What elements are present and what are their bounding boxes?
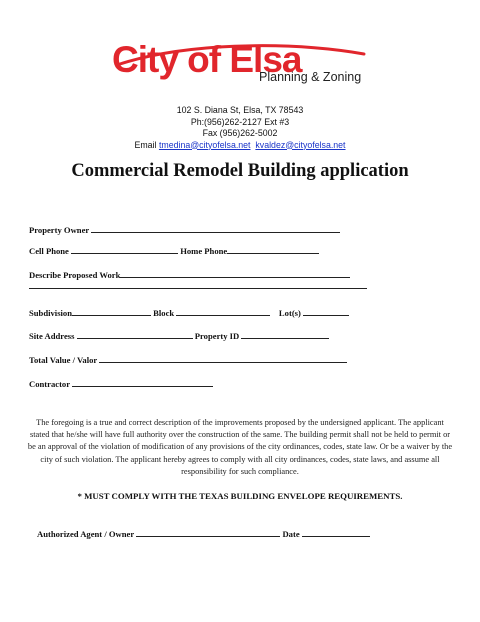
block-label: Block (153, 308, 175, 318)
lots-label: Lot(s) (278, 308, 301, 318)
site-address-row (29, 330, 329, 342)
site-address-label: Site Address (29, 331, 75, 341)
total-value-label: Total Value / Valor (29, 355, 98, 365)
home-phone-label: Home Phone (180, 246, 228, 256)
cell-phone-label: Cell Phone (29, 246, 69, 256)
contractor-label: Contractor (29, 379, 71, 389)
agent-owner-field[interactable] (136, 528, 280, 537)
total-value-field[interactable] (99, 354, 347, 363)
fax-line: Fax (956)262-5002 (202, 128, 278, 138)
phone-row (29, 245, 319, 257)
total-value-row (29, 354, 347, 366)
property-owner-row (29, 224, 340, 236)
cell-phone-field[interactable] (71, 245, 178, 254)
address-line: 102 S. Diana St, Elsa, TX 78543 (176, 105, 304, 115)
property-id-field[interactable] (241, 330, 329, 339)
logo-text: City of Elsa (112, 39, 302, 80)
site-address-field[interactable] (77, 330, 193, 339)
page-title: Commercial Remodel Building application (71, 161, 409, 181)
property-owner-field[interactable] (91, 224, 340, 233)
block-field[interactable] (176, 307, 270, 316)
property-owner-label: Property Owner (29, 225, 90, 235)
describe-work-label: Describe Proposed Work (29, 270, 121, 280)
signature-row (37, 528, 370, 540)
agent-owner-label: Authorized Agent / Owner (37, 529, 135, 539)
subdivision-label: Subdivision (29, 308, 72, 318)
building-envelope-requirement: * MUST COMPLY WITH THE TEXAS BUILDING ENVELOPE REQUIREMENTS. (77, 491, 403, 501)
legal-statement: The foregoing is a true and correct description of the improvements proposed by the undersigned applicant. The applicant stated that he/she will have full authority over the construction of the same. The building permit shall not be held to permit or be an approval of the violation of modification of any provisions of the city ordinances, codes, state law. Or be a waiver by the city of such violation. The applicant hereby agrees to comply with all city ordinances, codes, state laws, and assume all responsibility for such compliance. (27, 418, 453, 476)
email-link-kvaldez[interactable]: kvaldez@cityofelsa.net (255, 139, 346, 150)
city-logo (0, 36, 480, 96)
describe-work-row (29, 269, 350, 281)
describe-work-field-line2[interactable] (29, 288, 367, 289)
contractor-row (29, 378, 213, 390)
property-id-label: Property ID (194, 331, 240, 341)
email-line (0, 140, 480, 152)
describe-work-field[interactable] (120, 269, 350, 278)
home-phone-field[interactable] (227, 245, 319, 254)
date-label: Date (282, 529, 300, 539)
contractor-field[interactable] (72, 378, 213, 387)
email-label: Email (134, 139, 157, 150)
logo-subtitle: Planning & Zoning (259, 70, 362, 84)
email-link-tmedina[interactable]: tmedina@cityofelsa.net (158, 139, 251, 150)
subdivision-row (29, 307, 349, 319)
phone-line: Ph:(956)262-2127 Ext #3 (190, 116, 290, 127)
subdivision-field[interactable] (72, 307, 151, 316)
date-field[interactable] (302, 528, 370, 537)
lots-field[interactable] (303, 307, 349, 316)
